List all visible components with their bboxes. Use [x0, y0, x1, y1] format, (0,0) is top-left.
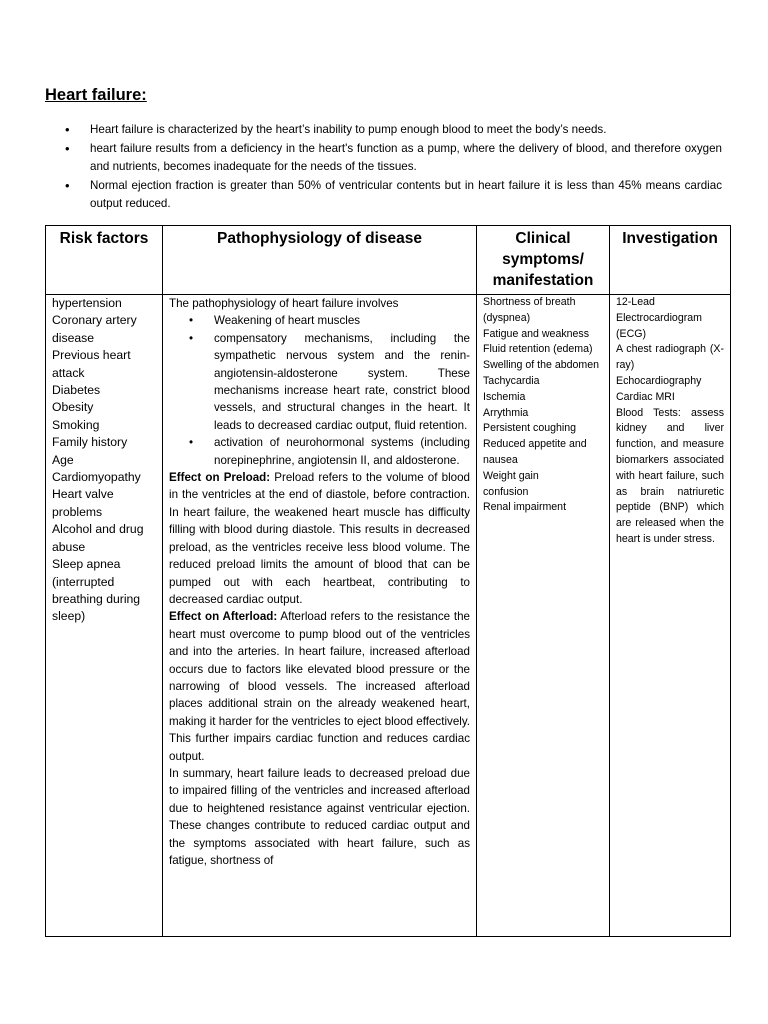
afterload-paragraph — [169, 608, 470, 765]
intro-bullet: • Normal ejection fraction is greater than 50% of ventricular contents but in heart failure it is less than 45% means cardiac output reduced. — [60, 177, 722, 214]
intro-bullet-list — [60, 121, 722, 214]
preload-label: Effect on Preload: — [169, 471, 271, 485]
page-title: Heart failure: — [45, 86, 147, 104]
symptom-item: Weight gain — [483, 469, 539, 482]
symptom-item: Persistent coughing — [483, 422, 577, 435]
table-body-row — [46, 295, 731, 937]
afterload-text: Afterload refers to the resistance the heart must overcome to pump blood out of the ventricles and into the arteries. In heart failure, increased afterload occurs due to factors like elevated blood pressure or the narrowing of blood vessels. The increased afterload places additional strain on the already weakened heart, making it harder for the ventricles to eject blood effectively. This further impairs cardiac function and reduces cardiac output. — [169, 610, 470, 763]
header-pathophysiology: Pathophysiology of disease — [163, 226, 477, 295]
risk-factor-item: Previous heart attack — [52, 348, 131, 380]
risk-factor-item: Obesity — [52, 400, 94, 415]
symptom-item: Arrythmia — [483, 406, 529, 419]
investigation-item: Blood Tests: assess kidney and liver function, and measure biomarkers associated with heart failure, such as brain natriuretic peptide (BNP) which are released when the heart is under stress. — [616, 406, 724, 545]
header-risk-factors: Risk factors — [46, 226, 163, 295]
investigation-cell — [610, 295, 731, 937]
risk-factor-item: Coronary artery disease — [52, 313, 137, 345]
risk-factor-item: hypertension — [52, 296, 122, 310]
symptom-item: Tachycardia — [483, 374, 540, 387]
preload-paragraph — [169, 469, 470, 608]
patho-bullet: • activation of neurohormonal systems (including norepinephrine, angiotensin II, and aldosterone. — [169, 434, 470, 469]
symptom-item: Reduced appetite and nausea — [483, 438, 587, 466]
table-header-row — [46, 226, 731, 295]
summary-paragraph: In summary, heart failure leads to decreased preload due to impaired filling of the ventricles and increased afterload due to heightened resistance against ventricular ejection. These changes contribute to reduced cardiac output and the symptoms associated with heart failure, such as fatigue, shortness of — [169, 766, 470, 867]
investigation-item: A chest radiograph (X-ray) — [616, 343, 724, 372]
symptom-item: Ischemia — [483, 390, 526, 403]
investigation-item: 12-Lead Electrocardiogram (ECG) — [616, 296, 702, 340]
patho-bullet: • Weakening of heart muscles — [169, 312, 470, 329]
patho-bullet-list — [169, 312, 470, 469]
pathophysiology-cell — [163, 295, 477, 937]
header-investigation: Investigation — [610, 226, 731, 295]
header-clinical-symptoms: Clinical symptoms/ manifestation — [477, 226, 610, 295]
risk-factor-item: Age — [52, 452, 74, 467]
risk-factor-item: Sleep apnea (interrupted breathing during sleep) — [52, 557, 141, 624]
intro-bullet: • heart failure results from a deficiency in the heart's function as a pump, where the delivery of blood, and therefore oxygen and nutrients, becomes inadequate for the needs of the tissues. — [60, 140, 722, 177]
symptom-list — [483, 295, 603, 516]
symptom-item: Fluid retention (edema) — [483, 343, 593, 356]
investigation-item: Echocardiography — [616, 374, 702, 387]
clinical-symptoms-cell — [477, 295, 610, 937]
investigation-item: Cardiac MRI — [616, 390, 675, 403]
heart-failure-table — [45, 225, 731, 937]
patho-intro: The pathophysiology of heart failure involves — [169, 297, 399, 310]
preload-text: Preload refers to the volume of blood in the ventricles at the end of diastole, before contraction. In heart failure, the weakened heart muscle has difficulty filling with blood during diastole. This results in decreased preload, as the ventricles receive less blood volume. The reduced preload limits the amount of blood that can be pumped out with each heartbeat, contributing to decreased cardiac output. — [169, 471, 470, 606]
symptom-item: Shortness of breath (dyspnea) — [483, 296, 576, 324]
risk-factor-item: Diabetes — [52, 383, 101, 398]
investigation-list — [616, 295, 724, 548]
intro-bullet: • Heart failure is characterized by the heart’s inability to pump enough blood to meet the body’s needs. — [60, 121, 722, 140]
risk-factor-item: Alcohol and drug abuse — [52, 522, 144, 554]
symptom-item: Swelling of the abdomen — [483, 359, 600, 372]
symptom-item: Renal impairment — [483, 501, 567, 514]
risk-factor-item: Smoking — [52, 417, 100, 432]
symptom-item: Fatigue and weakness — [483, 327, 590, 340]
risk-factor-item: Family history — [52, 435, 128, 450]
afterload-label: Effect on Afterload: — [169, 610, 278, 624]
risk-factor-list — [52, 295, 156, 626]
patho-bullet: • compensatory mechanisms, including the sympathetic nervous system and the renin-angiotensin-aldosterone system. These mechanisms increase heart rate, constrict blood vessels, and structural changes in the heart. It leads to decreased cardiac output, fluid retention. — [169, 330, 470, 434]
risk-factor-item: Cardiomyopathy — [52, 470, 141, 485]
symptom-item: confusion — [483, 485, 529, 498]
risk-factors-cell — [46, 295, 163, 937]
risk-factor-item: Heart valve problems — [52, 487, 114, 519]
